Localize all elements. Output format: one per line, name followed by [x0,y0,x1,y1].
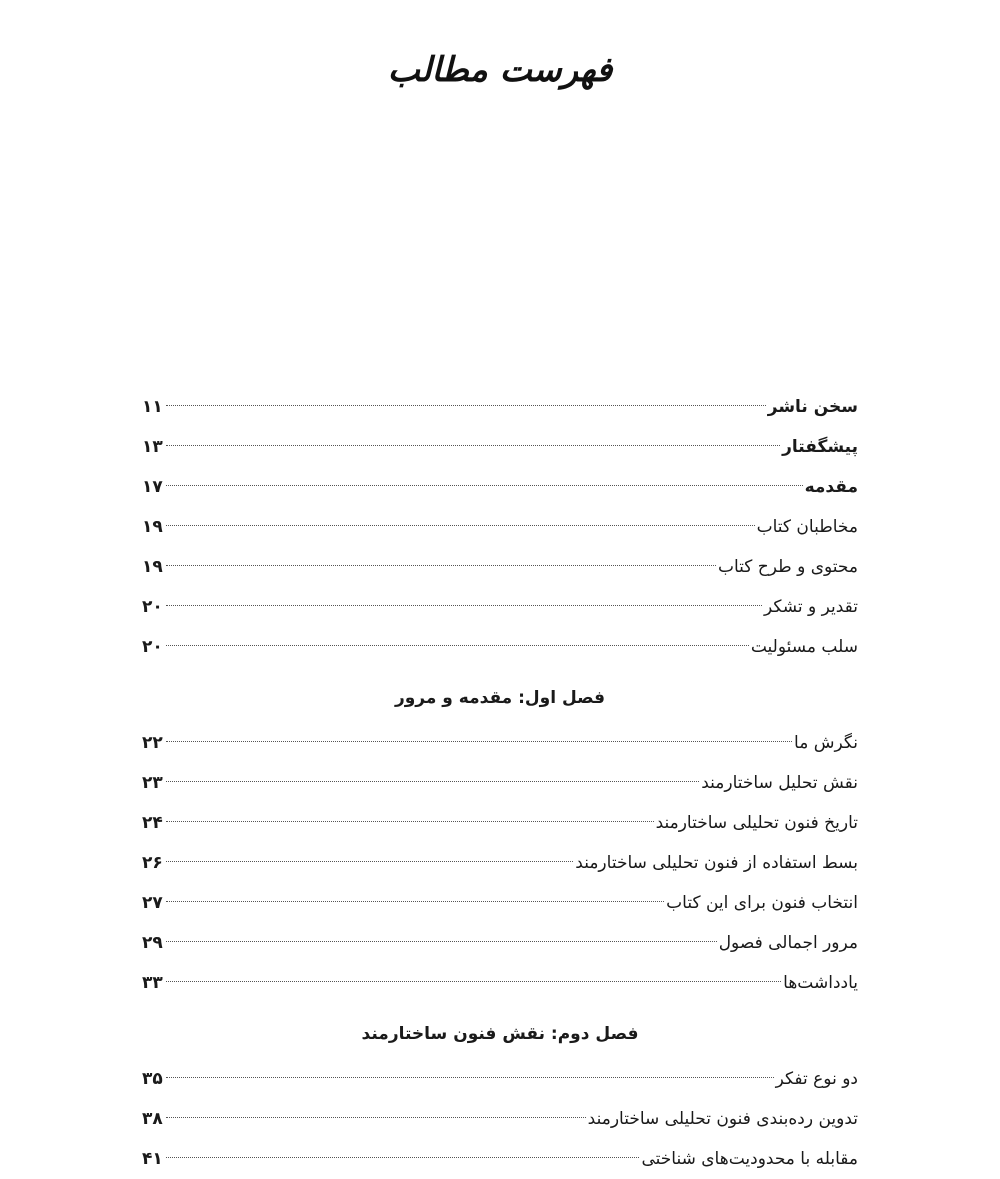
dot-leader [166,1117,586,1118]
chapter-heading-1[interactable]: فصل اول: مقدمه و مرور [394,688,606,708]
toc-entry[interactable] [142,963,858,1003]
toc-entry-page: ۱۹ [142,517,163,537]
toc-entry[interactable] [142,763,858,803]
chapter-heading-2[interactable]: فصل دوم: نقش فنون ساختارمند [361,1024,639,1044]
toc-entry-label: سلب مسئولیت [750,637,858,657]
toc-entry-page: ۲۷ [142,893,163,913]
toc-entry-label: نقش تحلیل ساختارمند [701,773,858,793]
dot-leader [166,781,699,782]
toc-entry-page: ۱۱ [142,397,163,417]
toc-entry[interactable] [142,723,858,763]
toc-entry-page: ۳۸ [142,1109,163,1129]
dot-leader [166,565,716,566]
page-title: فهرست مطالب [387,50,613,90]
dot-leader [166,605,762,606]
toc-entry-label: انتخاب فنون برای این کتاب [666,893,858,913]
toc-entry-introduction[interactable] [142,467,858,507]
toc-entry-label: مقابله با محدودیت‌های شناختی [641,1149,858,1169]
toc-entry-acknowledgements[interactable] [142,587,858,627]
dot-leader [166,821,654,822]
toc-entry-label: بسط استفاده از فنون تحلیلی ساختارمند [575,853,858,873]
toc-entry-content-design[interactable] [142,547,858,587]
toc-entry-page: ۱۳ [142,437,163,457]
toc-entry[interactable] [142,1139,858,1179]
toc-entry-page: ۴۱ [142,1149,163,1169]
toc-entry-label: محتوی و طرح کتاب [717,557,858,577]
toc-entry-audience[interactable] [142,507,858,547]
table-of-contents [142,387,858,1179]
toc-entry-label: مخاطبان کتاب [756,517,858,537]
dot-leader [166,645,749,646]
toc-entry-page: ۱۷ [142,477,163,497]
toc-entry-page: ۲۳ [142,773,163,793]
toc-entry-label: تدوین رده‌بندی فنون تحلیلی ساختارمند [587,1109,858,1129]
dot-leader [166,861,573,862]
toc-entry-label: نگرش ما [794,733,858,753]
dot-leader [166,741,792,742]
toc-entry-page: ۱۹ [142,557,163,577]
dot-leader [166,941,717,942]
toc-entry-label: سخن ناشر [767,397,858,417]
toc-entry-page: ۳۵ [142,1069,163,1089]
toc-entry[interactable] [142,923,858,963]
toc-entry-foreword[interactable] [142,427,858,467]
toc-entry-page: ۲۹ [142,933,163,953]
toc-entry-label: مرور اجمالی فصول [718,933,858,953]
toc-entry-label: یادداشت‌ها [783,973,858,993]
toc-entry-publisher-note[interactable] [142,387,858,427]
toc-entry[interactable] [142,1099,858,1139]
toc-entry-page: ۲۴ [142,813,163,833]
dot-leader [166,1077,774,1078]
toc-entry-disclaimer[interactable] [142,627,858,667]
dot-leader [166,445,780,446]
toc-entry-label: دو نوع تفکر [775,1069,858,1089]
toc-entry[interactable] [142,1059,858,1099]
toc-entry-page: ۲۶ [142,853,163,873]
toc-entry-label: پیشگفتار [782,437,858,457]
toc-entry-label: تاریخ فنون تحلیلی ساختارمند [655,813,858,833]
dot-leader [166,525,755,526]
dot-leader [166,405,766,406]
toc-entry-label: مقدمه [804,477,858,497]
toc-entry[interactable] [142,883,858,923]
toc-entry[interactable] [142,843,858,883]
toc-entry-page: ۲۰ [142,637,163,657]
toc-entry-page: ۳۳ [142,973,163,993]
dot-leader [166,901,664,902]
toc-entry[interactable] [142,803,858,843]
toc-entry-page: ۲۰ [142,597,163,617]
dot-leader [166,981,781,982]
dot-leader [166,485,803,486]
toc-entry-page: ۲۲ [142,733,163,753]
toc-entry-label: تقدیر و تشکر [763,597,858,617]
